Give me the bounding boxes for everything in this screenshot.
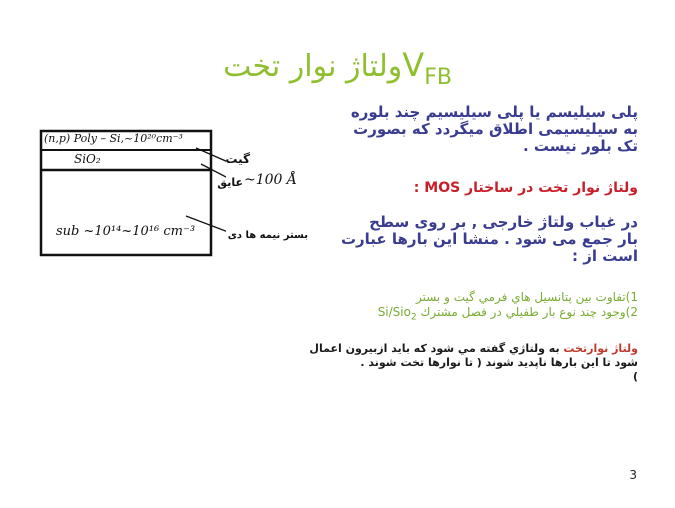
title-v-symbol: V <box>402 46 425 84</box>
interface-formula-subscript: 2 <box>410 312 417 323</box>
definition-line-3: ) <box>632 370 638 383</box>
charge-line-1: در غیاب ولتاژ خارجی , بر روی سطح <box>369 213 638 231</box>
flatband-definition <box>300 342 638 384</box>
interface-formula <box>377 305 417 323</box>
charge-line-3: است از : <box>572 247 638 265</box>
mos-structure-diagram <box>36 128 226 263</box>
title-text: ولتاژ نوار تخت <box>223 49 403 84</box>
definition-highlight: ولتاژ نوارتخت <box>563 342 638 355</box>
definition-line-1-rest: به ولتاژي گفته مي شود كه بايد ازبيرون اعمال <box>309 342 564 355</box>
mos-flatband-heading: ولتاژ نوار تخت در ساختار MOS : <box>413 180 638 196</box>
oxide-material-label: SiO₂ <box>74 152 101 166</box>
cause-item-2-text: وجود چند نوع بار طفيلي در فصل مشترك <box>416 305 626 319</box>
intro-line-3: تک بلور نیست . <box>522 137 638 155</box>
charge-line-2: بار جمع می شود . منشا این بارها عبارت <box>340 230 638 248</box>
intro-paragraph <box>320 104 638 155</box>
insulator-label: عایق <box>217 176 243 189</box>
intro-line-2: به سیلیسیمی اطلاق میگردد که بصورت <box>353 120 638 138</box>
charge-paragraph <box>320 214 638 265</box>
page-number: 3 <box>629 468 637 482</box>
oxide-thickness-label: ~100 Å <box>244 172 298 188</box>
substrate-label: بستر نیمه ها دی <box>227 230 308 241</box>
title-subscript: FB <box>424 65 452 90</box>
slide-title <box>0 46 675 90</box>
cause-item-2-number: 2) <box>625 305 638 319</box>
substrate-doping-label: sub ~10¹⁴~10¹⁶ cm⁻³ <box>56 224 196 239</box>
intro-line-1: پلی سیلیسم یا پلی سیلیسیم چند بلوره <box>350 103 638 121</box>
cause-item-1: 1)تفاوت بين پتانسيل هاي فرمي گيت و بستر <box>415 290 638 304</box>
gate-label: گیت <box>225 152 250 166</box>
definition-line-1 <box>300 342 638 356</box>
causes-list <box>300 290 638 325</box>
cause-item-2 <box>300 305 638 325</box>
gate-material-label: (n,p) Poly – Si,~10²⁰cm⁻³ <box>44 132 183 145</box>
definition-line-2: شود تا اين بارها ناپديد شوند ( تا نوارها تخت شوند . <box>360 356 638 369</box>
interface-formula-text: Si/Sio <box>377 305 411 319</box>
